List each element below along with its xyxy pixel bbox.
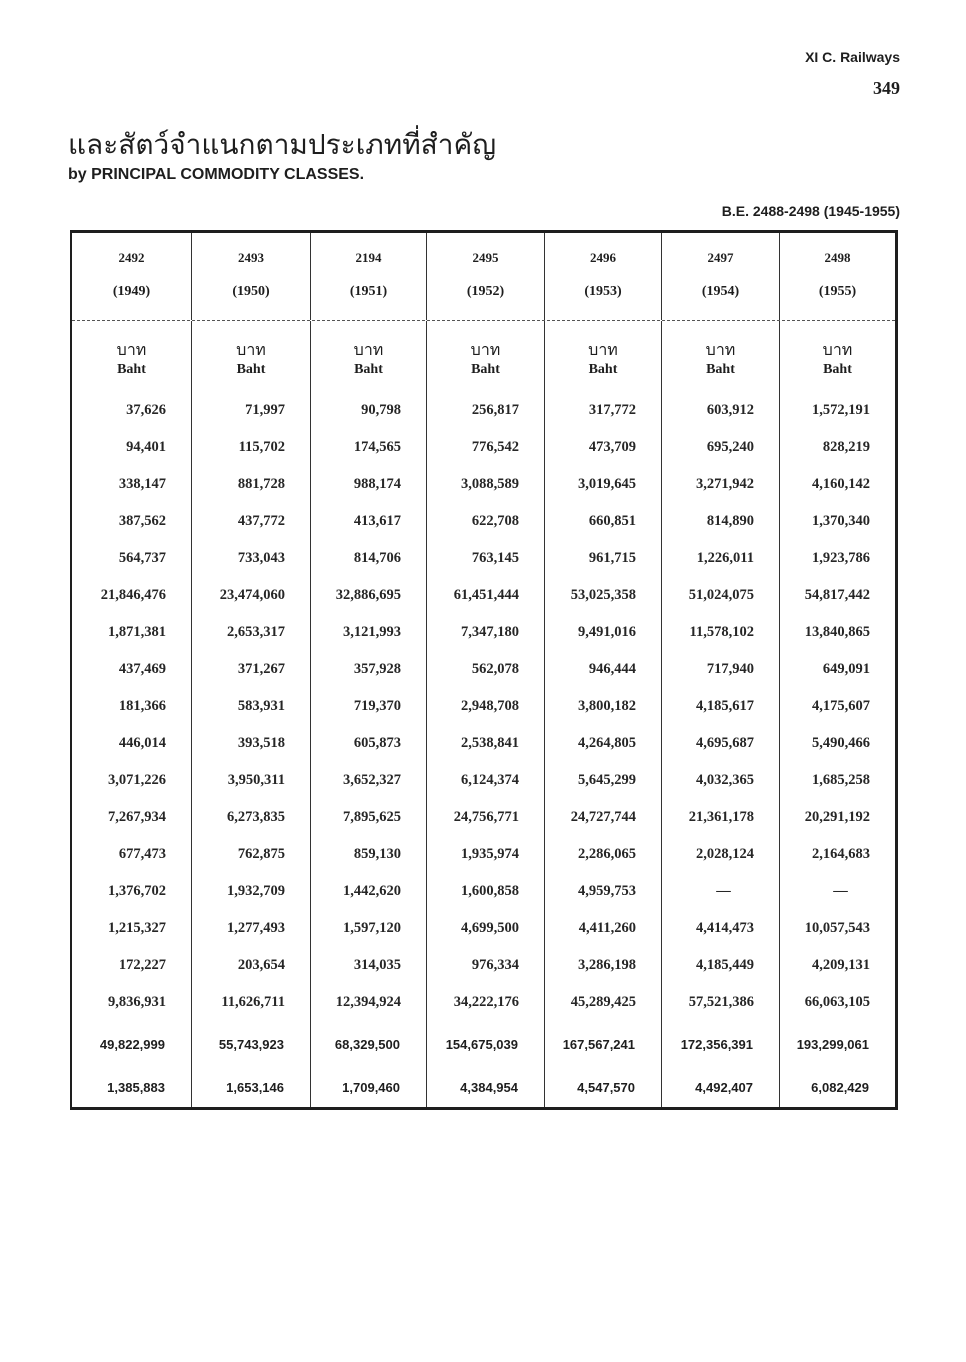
summary-row <box>72 1069 895 1107</box>
table-row <box>72 392 895 429</box>
column-header <box>780 233 895 320</box>
table-cell: 34,222,176 <box>427 984 545 1021</box>
table-cell: 814,890 <box>662 503 780 540</box>
table-cell: 24,756,771 <box>427 799 545 836</box>
table-cell: 94,401 <box>72 429 192 466</box>
table-row <box>72 651 895 688</box>
table-cell: 57,521,386 <box>662 984 780 1021</box>
table-cell: 562,078 <box>427 651 545 688</box>
table-cell: 2,948,708 <box>427 688 545 725</box>
column-year-be: 2497 <box>707 250 734 265</box>
table-cell: 2,164,683 <box>812 846 870 862</box>
table-cell: 37,626 <box>72 392 192 429</box>
table-cell: 174,565 <box>311 429 427 466</box>
table-cell: 4,414,473 <box>662 910 780 947</box>
table-cell: 2,538,841 <box>427 725 545 762</box>
total-cell: 55,743,923 <box>192 1021 311 1069</box>
column-year-ce: (1951) <box>349 284 388 299</box>
table-cell: 763,145 <box>427 540 545 577</box>
table-cell: 649,091 <box>822 661 870 677</box>
table-cell: 1,935,974 <box>427 836 545 873</box>
table-cell: 13,840,865 <box>804 624 870 640</box>
table-cell: 7,347,180 <box>427 614 545 651</box>
table-row <box>72 503 895 540</box>
table-cell: 357,928 <box>311 651 427 688</box>
total-cell: 172,356,391 <box>662 1021 780 1069</box>
table-cell: 66,063,105 <box>804 994 870 1010</box>
table-cell: 45,289,425 <box>545 984 662 1021</box>
table-cell: 1,600,858 <box>427 873 545 910</box>
table-cell: 814,706 <box>311 540 427 577</box>
table-cell: 10,057,543 <box>804 920 870 936</box>
column-year-be: 2492 <box>118 250 145 265</box>
table-cell: 5,490,466 <box>812 735 870 751</box>
table-cell: 1,932,709 <box>192 873 311 910</box>
table-cell: 51,024,075 <box>662 577 780 614</box>
table-cell: 564,737 <box>72 540 192 577</box>
unit-label-english: Baht <box>823 362 852 377</box>
total-cell: 1,385,883 <box>72 1069 192 1107</box>
table-cell: 4,209,131 <box>812 957 870 973</box>
table-cell: 6,273,835 <box>192 799 311 836</box>
unit-cell <box>192 321 311 392</box>
column-year-be: 2194 <box>355 250 382 265</box>
period-label: B.E. 2488-2498 (1945-1955) <box>721 203 900 219</box>
table-cell: 203,654 <box>192 947 311 984</box>
unit-label-english: Baht <box>117 362 146 377</box>
unit-cell <box>662 321 780 392</box>
column-year-ce: (1953) <box>584 284 622 299</box>
table-cell: 1,226,011 <box>662 540 780 577</box>
column-year-ce: (1949) <box>112 284 151 299</box>
total-cell: 193,299,061 <box>796 1037 869 1052</box>
table-cell: 53,025,358 <box>545 577 662 614</box>
unit-label-thai: บาท <box>470 340 501 359</box>
table-cell: 3,652,327 <box>311 762 427 799</box>
table-cell: 2,028,124 <box>662 836 780 873</box>
table-cell: 776,542 <box>427 429 545 466</box>
commodity-revenue-table <box>70 230 898 1110</box>
table-cell: 314,035 <box>311 947 427 984</box>
table-cell: 3,950,311 <box>192 762 311 799</box>
table-cell: 181,366 <box>72 688 192 725</box>
table-cell: 1,215,327 <box>72 910 192 947</box>
table-cell: 1,871,381 <box>72 614 192 651</box>
unit-label-english: Baht <box>706 362 735 377</box>
table-cell: 859,130 <box>311 836 427 873</box>
column-year-ce: (1954) <box>701 284 740 299</box>
table-units-row <box>72 321 895 392</box>
table-row <box>72 466 895 503</box>
table-cell: 4,185,617 <box>662 688 780 725</box>
unit-label-thai: บาท <box>705 340 736 359</box>
table-cell: 733,043 <box>192 540 311 577</box>
table-cell: 9,491,016 <box>545 614 662 651</box>
total-cell: 1,653,146 <box>192 1069 311 1107</box>
page-number: 349 <box>873 78 900 98</box>
table-cell: 4,959,753 <box>545 873 662 910</box>
column-year-be: 2493 <box>238 250 264 265</box>
table-cell: 695,240 <box>662 429 780 466</box>
table-cell: 4,411,260 <box>545 910 662 947</box>
unit-label-english: Baht <box>354 362 383 377</box>
table-cell: 413,617 <box>311 503 427 540</box>
total-cell: 4,547,570 <box>545 1069 662 1107</box>
table-cell: 946,444 <box>545 651 662 688</box>
table-cell: 11,578,102 <box>662 614 780 651</box>
table-cell: 719,370 <box>311 688 427 725</box>
column-year-ce: (1950) <box>232 284 270 299</box>
table-cell: 172,227 <box>72 947 192 984</box>
total-cell: 68,329,500 <box>311 1021 427 1069</box>
column-year-be: 2496 <box>590 250 616 265</box>
table-row <box>72 947 895 984</box>
total-cell: 154,675,039 <box>427 1021 545 1069</box>
unit-cell <box>780 321 895 392</box>
table-cell: 1,277,493 <box>192 910 311 947</box>
column-year-be: 2498 <box>824 250 851 265</box>
page-title-english: by PRINCIPAL COMMODITY CLASSES. <box>68 166 365 183</box>
table-cell: 4,264,805 <box>545 725 662 762</box>
table-cell: 7,267,934 <box>72 799 192 836</box>
table-cell: 2,653,317 <box>192 614 311 651</box>
table-cell: 3,800,182 <box>545 688 662 725</box>
unit-cell <box>311 321 427 392</box>
table-cell: 4,032,365 <box>662 762 780 799</box>
table-cell: 3,271,942 <box>662 466 780 503</box>
table-cell: 881,728 <box>192 466 311 503</box>
unit-cell <box>72 321 192 392</box>
table-row <box>72 429 895 466</box>
table-cell: 90,798 <box>311 392 427 429</box>
table-cell: 54,817,442 <box>804 587 870 603</box>
table-cell: 3,088,589 <box>427 466 545 503</box>
total-cell: 1,709,460 <box>311 1069 427 1107</box>
total-cell: 4,492,407 <box>662 1069 780 1107</box>
table-cell: 988,174 <box>311 466 427 503</box>
table-cell: 317,772 <box>545 392 662 429</box>
table-cell: 603,912 <box>662 392 780 429</box>
table-cell: 762,875 <box>192 836 311 873</box>
total-cell: 4,384,954 <box>427 1069 545 1107</box>
unit-label-thai: บาท <box>822 340 853 359</box>
unit-label-thai: บาท <box>588 340 618 359</box>
total-cell: 167,567,241 <box>545 1021 662 1069</box>
table-row <box>72 762 895 799</box>
table-cell: 4,185,449 <box>662 947 780 984</box>
table-cell: 717,940 <box>662 651 780 688</box>
table-cell: 677,473 <box>72 836 192 873</box>
table-row <box>72 799 895 836</box>
table-cell: 3,019,645 <box>545 466 662 503</box>
table-cell: 583,931 <box>192 688 311 725</box>
table-row <box>72 688 895 725</box>
table-cell: 12,394,924 <box>311 984 427 1021</box>
table-cell: 473,709 <box>545 429 662 466</box>
table-cell: 1,572,191 <box>812 402 870 418</box>
column-header <box>72 233 192 320</box>
table-row <box>72 873 895 910</box>
table-cell: 1,370,340 <box>812 513 870 529</box>
table-cell: 446,014 <box>72 725 192 762</box>
table-cell: 3,286,198 <box>545 947 662 984</box>
table-row <box>72 984 895 1021</box>
table-cell: 71,997 <box>192 392 311 429</box>
column-year-ce: (1952) <box>466 284 505 299</box>
table-cell: 9,836,931 <box>72 984 192 1021</box>
table-cell: 660,851 <box>545 503 662 540</box>
table-cell: 338,147 <box>72 466 192 503</box>
unit-label-thai: บาท <box>353 340 384 359</box>
table-cell: — <box>833 883 848 899</box>
table-cell: 828,219 <box>822 439 870 455</box>
column-header <box>545 233 662 320</box>
table-cell: 4,175,607 <box>812 698 870 714</box>
table-row <box>72 836 895 873</box>
page-title-thai: และสัตว์จำแนกตามประเภทที่สำคัญ <box>68 128 497 161</box>
unit-cell <box>427 321 545 392</box>
table-cell: 4,695,687 <box>662 725 780 762</box>
table-cell: 622,708 <box>427 503 545 540</box>
table-cell: 20,291,192 <box>804 809 870 825</box>
total-cell: 6,082,429 <box>811 1080 869 1095</box>
table-row <box>72 614 895 651</box>
table-cell: 605,873 <box>311 725 427 762</box>
column-header <box>427 233 545 320</box>
table-cell: 115,702 <box>192 429 311 466</box>
table-cell: 21,846,476 <box>72 577 192 614</box>
column-header <box>192 233 311 320</box>
column-year-ce: (1955) <box>818 284 857 299</box>
table-cell: 1,923,786 <box>812 550 870 566</box>
section-heading: XI C. Railways <box>805 49 900 65</box>
total-cell: 49,822,999 <box>72 1021 192 1069</box>
table-cell: 1,376,702 <box>72 873 192 910</box>
table-cell: 1,442,620 <box>311 873 427 910</box>
unit-label-english: Baht <box>236 362 266 377</box>
table-cell: 437,772 <box>192 503 311 540</box>
table-cell: 32,886,695 <box>311 577 427 614</box>
unit-cell <box>545 321 662 392</box>
table-row <box>72 910 895 947</box>
table-cell: 2,286,065 <box>545 836 662 873</box>
table-header-row <box>72 233 895 321</box>
table-cell: 387,562 <box>72 503 192 540</box>
table-row <box>72 540 895 577</box>
table-cell: 6,124,374 <box>427 762 545 799</box>
table-cell: 961,715 <box>545 540 662 577</box>
unit-label-english: Baht <box>588 362 618 377</box>
table-cell: 1,685,258 <box>812 772 870 788</box>
column-header <box>662 233 780 320</box>
total-row <box>72 1021 895 1069</box>
table-cell: 3,071,226 <box>72 762 192 799</box>
table-cell: 393,518 <box>192 725 311 762</box>
column-header <box>311 233 427 320</box>
table-cell: 1,597,120 <box>311 910 427 947</box>
unit-label-english: Baht <box>471 362 500 377</box>
table-row <box>72 725 895 762</box>
table-cell: 5,645,299 <box>545 762 662 799</box>
unit-label-thai: บาท <box>236 340 266 359</box>
table-cell: 256,817 <box>427 392 545 429</box>
unit-label-thai: บาท <box>116 340 147 359</box>
table-row <box>72 577 895 614</box>
table-cell: 61,451,444 <box>427 577 545 614</box>
table-cell: 437,469 <box>72 651 192 688</box>
table-cell: 24,727,744 <box>545 799 662 836</box>
table-cell: 4,160,142 <box>812 476 870 492</box>
table-cell: 11,626,711 <box>192 984 311 1021</box>
table-cell: — <box>662 873 780 910</box>
table-cell: 3,121,993 <box>311 614 427 651</box>
table-cell: 976,334 <box>427 947 545 984</box>
table-cell: 23,474,060 <box>192 577 311 614</box>
column-year-be: 2495 <box>472 250 499 265</box>
table-cell: 371,267 <box>192 651 311 688</box>
table-cell: 7,895,625 <box>311 799 427 836</box>
table-cell: 21,361,178 <box>662 799 780 836</box>
table-cell: 4,699,500 <box>427 910 545 947</box>
